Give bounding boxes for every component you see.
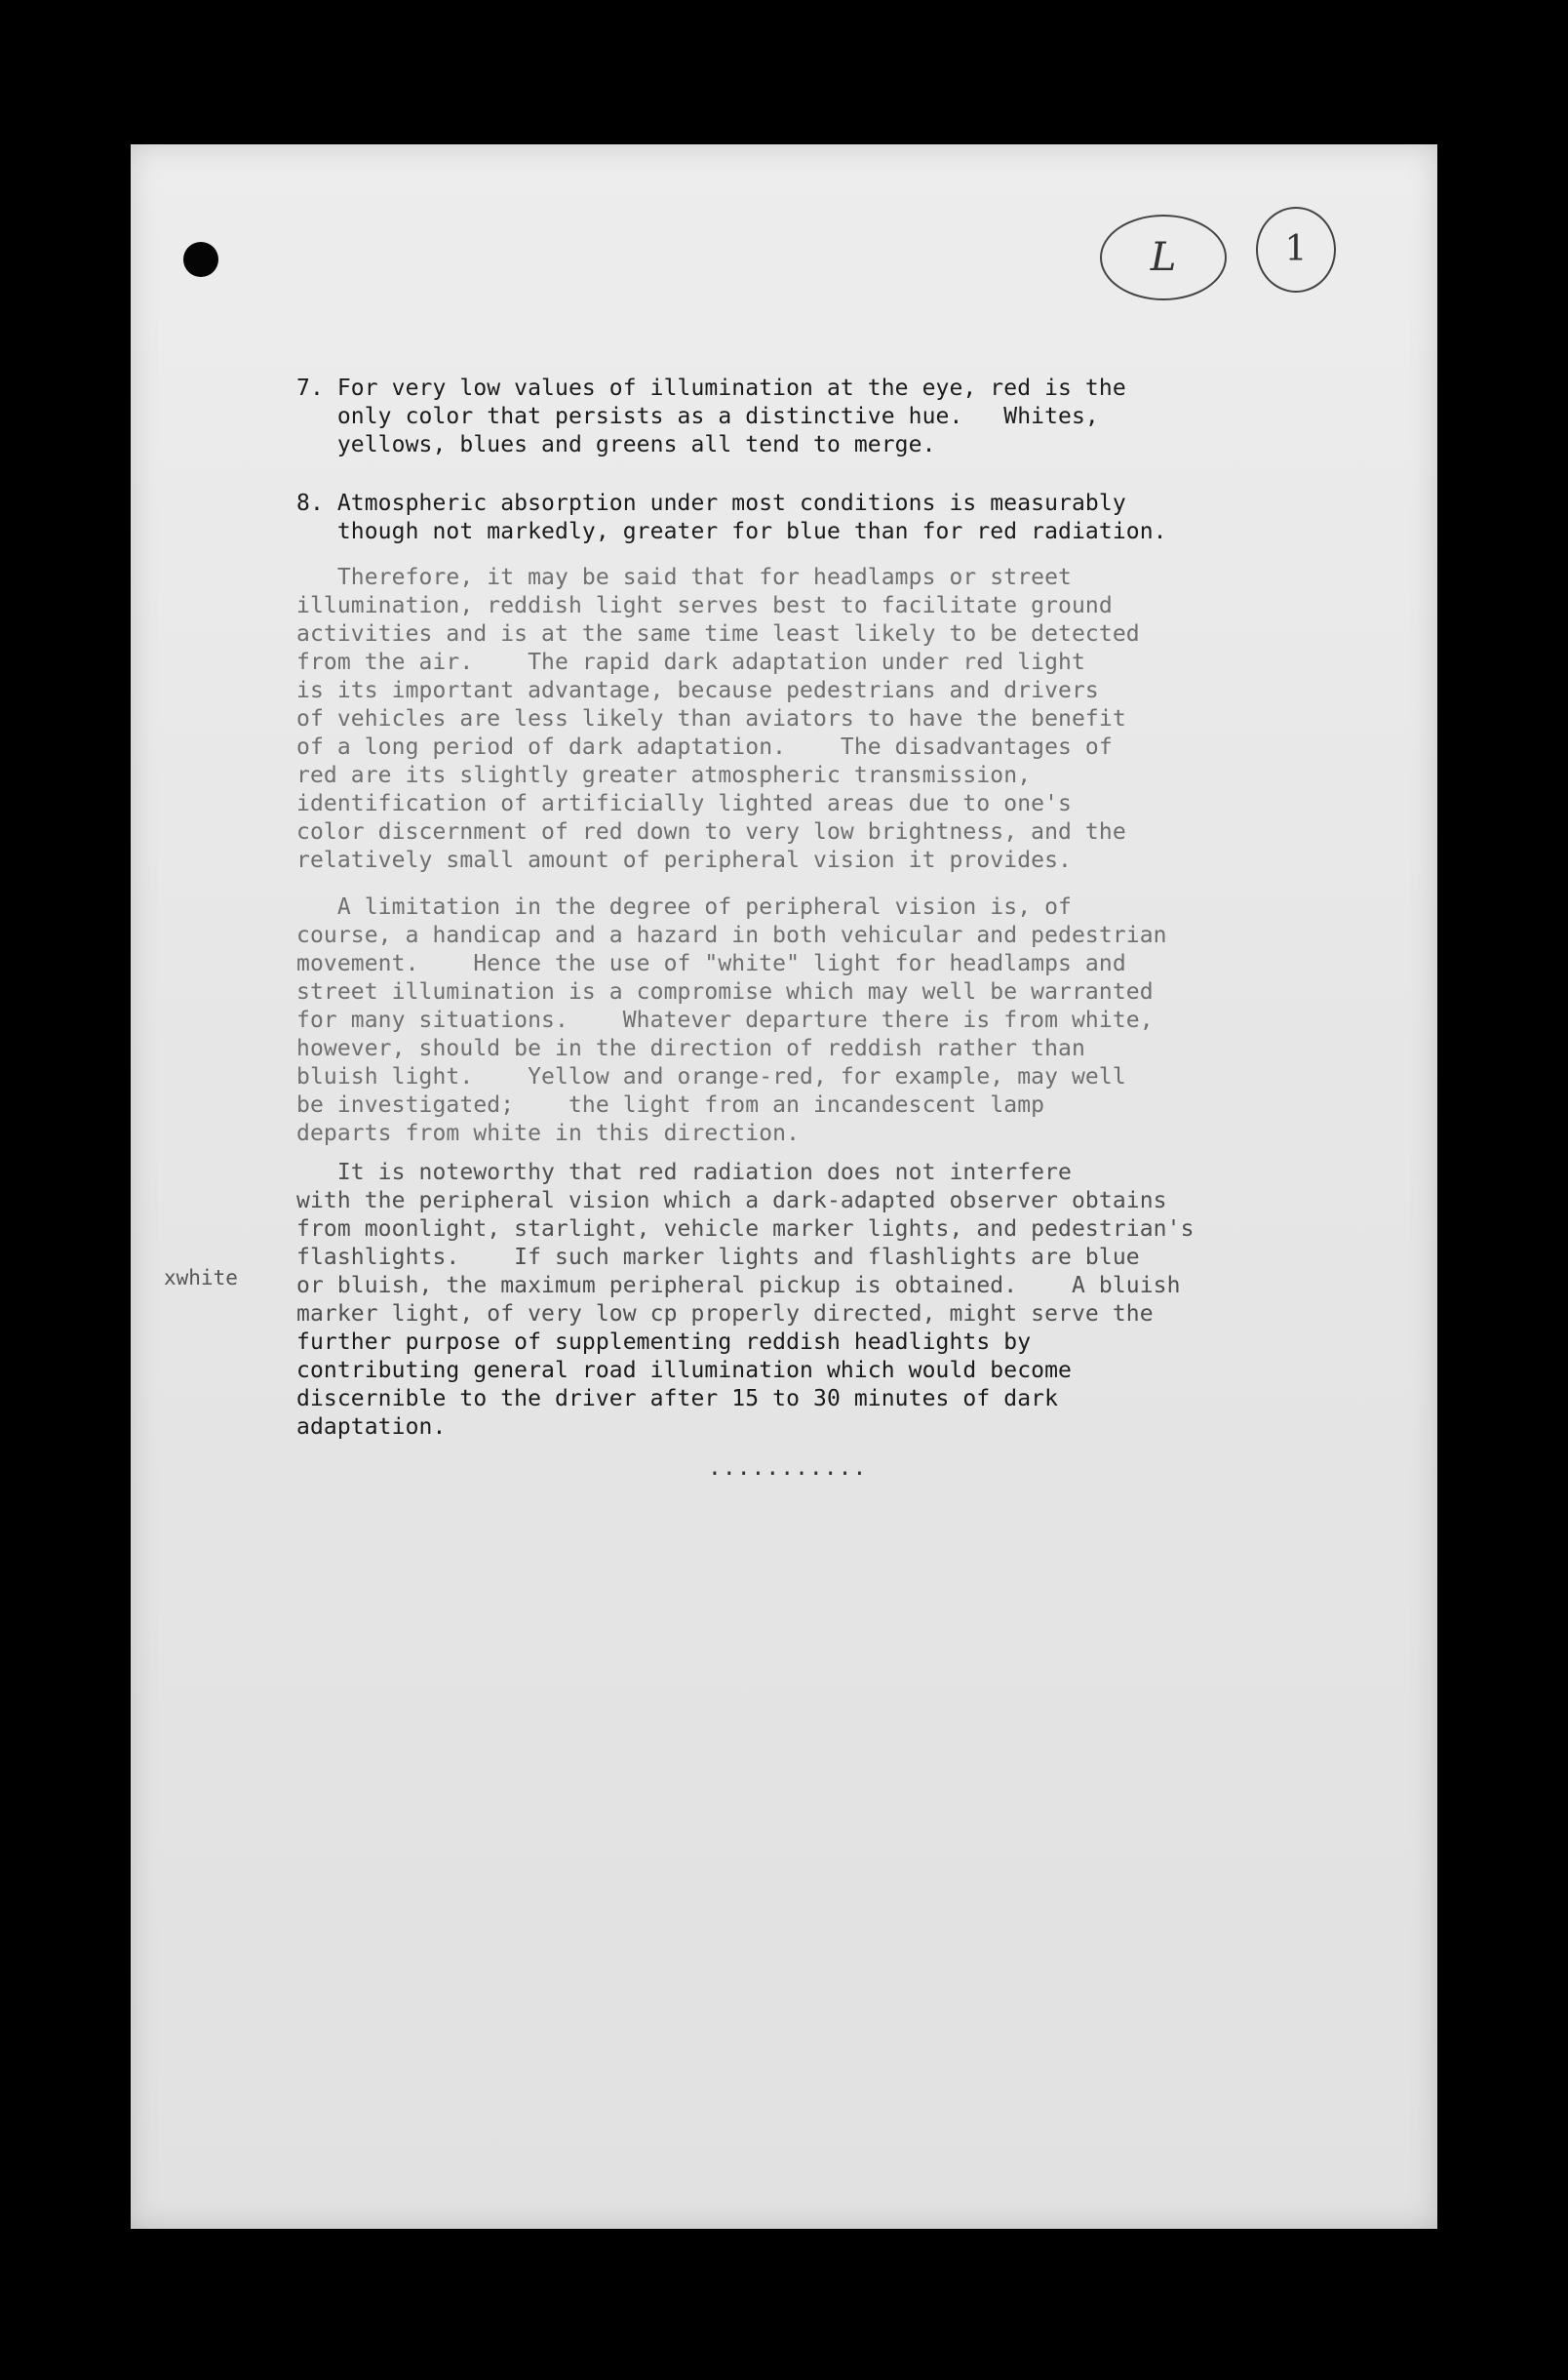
paragraph-limitation: A limitation in the degree of peripheral vision is, of course, a handicap and a hazard in both vehicular and pedestrian movement. Hence the use of "white" light for headlamps and street illumination is a compromise which may well be warranted for many situations. Whatever departure there is from white, however, should be in the direction of reddish rather than bluish light. Yellow and orange-red, for example, may well be investigated; the light from an incandescent lamp departs from white in this direction. bbox=[296, 894, 1167, 1146]
circled-annotation-left: L bbox=[1100, 215, 1227, 300]
punch-hole bbox=[183, 242, 218, 277]
document-page bbox=[131, 144, 1437, 2229]
paragraph-item-7: 7. For very low values of illumination at the eye, red is the only color that persists as a distinctive hue. Whites, yellows, blues and greens all tend to merge. bbox=[296, 376, 1126, 457]
paragraph-noteworthy-part1: It is noteworthy that red radiation does not interfere with the peripheral vision which a dark-adapted observer obtains from moonlight, starlight, vehicle marker lights, and pedestrian's flashlights. If such marker lights and flashlights are blue or bluish, the maximum peripheral pickup is obtained. A bluish marker light, of very low cp properly directed, might serve the bbox=[296, 1160, 1195, 1327]
margin-note: xwhite bbox=[164, 1266, 238, 1289]
paragraph-item-8: 8. Atmospheric absorption under most conditions is measurably though not markedly, greater for blue than for red radiation. bbox=[296, 491, 1167, 544]
end-marks: ........... bbox=[708, 1455, 868, 1481]
circled-annotation-right: 1 bbox=[1256, 207, 1336, 293]
paragraph-noteworthy-part2: further purpose of supplementing reddish headlights by contributing general road illumination which would become discernible to the driver after 15 to 30 minutes of dark adaptation. bbox=[296, 1329, 1072, 1440]
paragraph-therefore: Therefore, it may be said that for headlamps or street illumination, reddish light serves best to facilitate ground activities and is at the same time least likely to be detected from the air. The rapid dark adaptation under red light is its important advantage, because pedestrians and drivers of vehicles are less likely than aviators to have the benefit of a long period of dark adaptation. The disadvantages of red are its slightly greater atmospheric transmission, identification of artificially lighted areas due to one's color discernment of red down to very low brightness, and the relatively small amount of peripheral vision it provides. bbox=[296, 565, 1140, 873]
